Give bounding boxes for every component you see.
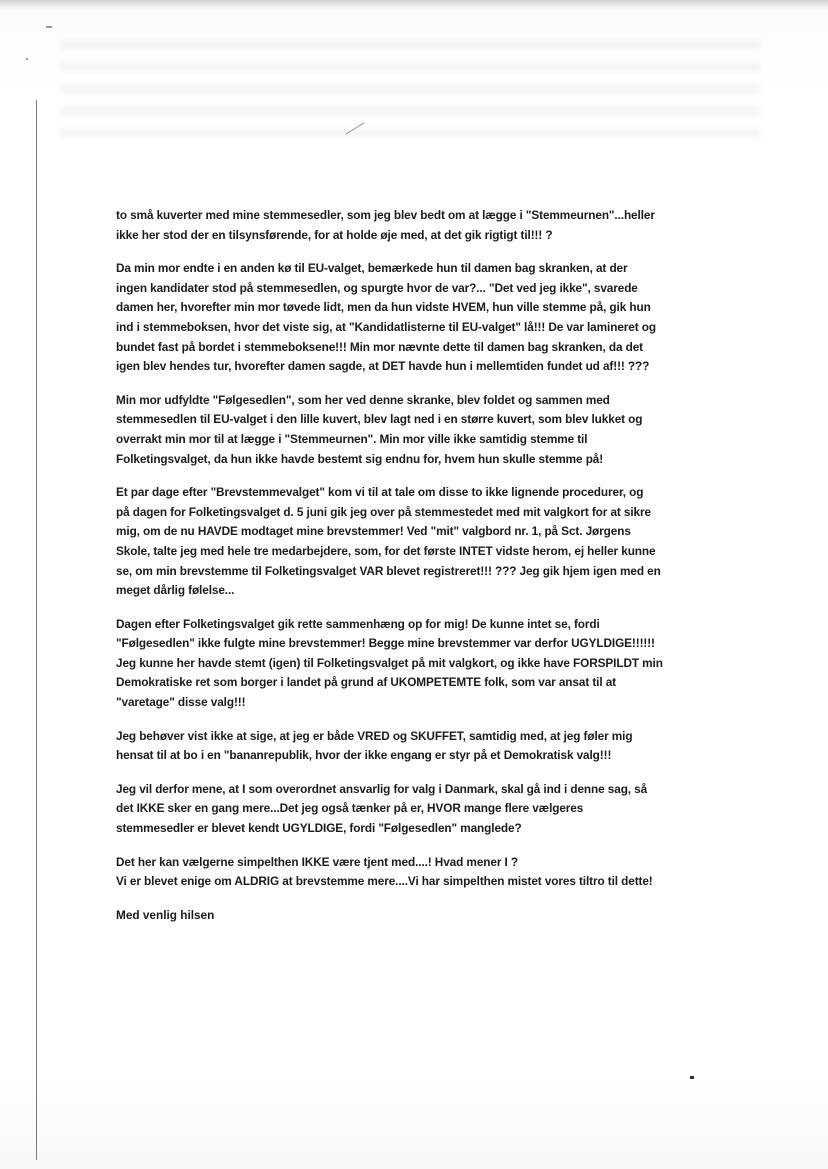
scan-speck bbox=[690, 1076, 694, 1079]
paragraph: Min mor udfyldte "Følgesedlen", som her ved denne skranke, blev foldet og sammen med stemmesedlen til EU-valget i den lille kuvert, blev lagt ned i en større kuvert, som blev lukket og overrakt min mor til at lægge i "Stemmeurnen". Min mor ville ikke samtidig stemme til Folketingsvalget, da hun ikke havde bestemt sig endnu for, hvem hun skulle stemme på! bbox=[116, 392, 643, 466]
scan-speck bbox=[26, 58, 28, 60]
paragraph: to små kuverter med mine stemmesedler, som jeg blev bedt om at lægge i "Stemmeurnen"...heller ikke her stod der en tilsynsførende, for at holde øje med, at det gik rigtigt til!!! ? bbox=[116, 208, 655, 242]
scan-speck bbox=[46, 26, 52, 28]
faded-header-bleed bbox=[60, 40, 760, 140]
letter-body bbox=[116, 206, 714, 925]
scan-left-margin-line bbox=[36, 100, 37, 1160]
paragraph: Et par dage efter "Brevstemmevalget" kom vi til at tale om disse to ikke lignende procedurer, og på dagen for Folketingsvalget d. 5 juni gik jeg over på stemmestedet med mit valgkort for at sikre mig, om de nu HAVDE modtaget mine brevstemmer! Ved "mit" valgbord nr. 1, på Sct. Jørgens Skole, talte jeg med hele tre medarbejdere, som, for det første INTET vidste herom, ej heller kunne se, om min brevstemme til Folketingsvalget VAR blevet registreret!!! ??? Jeg gik hjem igen med en meget dårlig følelse... bbox=[116, 485, 661, 598]
paragraph: Da min mor endte i en anden kø til EU-valget, bemærkede hun til damen bag skranken, at der ingen kandidater stod på stemmesedlen, og spurgte hvor de var?... "Det ved jeg ikke", svarede damen her, hvorefter min mor tøvede lidt, men da hun vidste HVEM, hun ville stemme på, gik hun ind i stemmeboksen, hvor det viste sig, at "Kandidatlisterne til EU-valget" lå!!! De var lamineret og bundet fast på bordet i stemmeboksene!!! Min mor nævnte dette til damen bag skranken, da det igen blev hendes tur, hvorefter damen sagde, at DET havde hun i mellemtiden fundet ud af!!! ??? bbox=[116, 261, 656, 374]
signoff: Med venlig hilsen bbox=[116, 907, 215, 922]
paragraph: Det her kan vælgerne simpelthen IKKE være tjent med....! Hvad mener I ? Vi er blevet enige om ALDRIG at brevstemme mere....Vi har simpelthen mistet vores tiltro til dette! bbox=[116, 854, 653, 889]
paragraph: Jeg vil derfor mene, at I som overordnet ansvarlig for valg i Danmark, skal gå ind i denne sag, så det IKKE sker en gang mere...Det jeg også tænker på er, HVOR mange flere vælgeres stemmesedler er blevet kendt UGYLDIGE, fordi "Følgesedlen" manglede? bbox=[116, 781, 648, 836]
paragraph: Dagen efter Folketingsvalget gik rette sammenhæng op for mig! De kunne intet se, fordi "Følgesedlen" ikke fulgte mine brevstemmer! Begge mine brevstemmer var derfor UGYLDIGE!!!!!! Jeg kunne her havde stemt (igen) til Folketingsvalget på mit valgkort, og ikke have FORSPILDT min Demokratiske ret som borger i landet på grund af UKOMPETEMTE folk, som var ansat til at "varetage" disse valg!!! bbox=[116, 616, 663, 710]
paragraph: Jeg behøver vist ikke at sige, at jeg er både VRED og SKUFFET, samtidig med, at jeg føler mig hensat til at bo i en "bananrepublik, hvor der ikke engang er styr på et Demokratisk valg!!! bbox=[116, 728, 633, 763]
scan-top-edge bbox=[0, 0, 828, 10]
